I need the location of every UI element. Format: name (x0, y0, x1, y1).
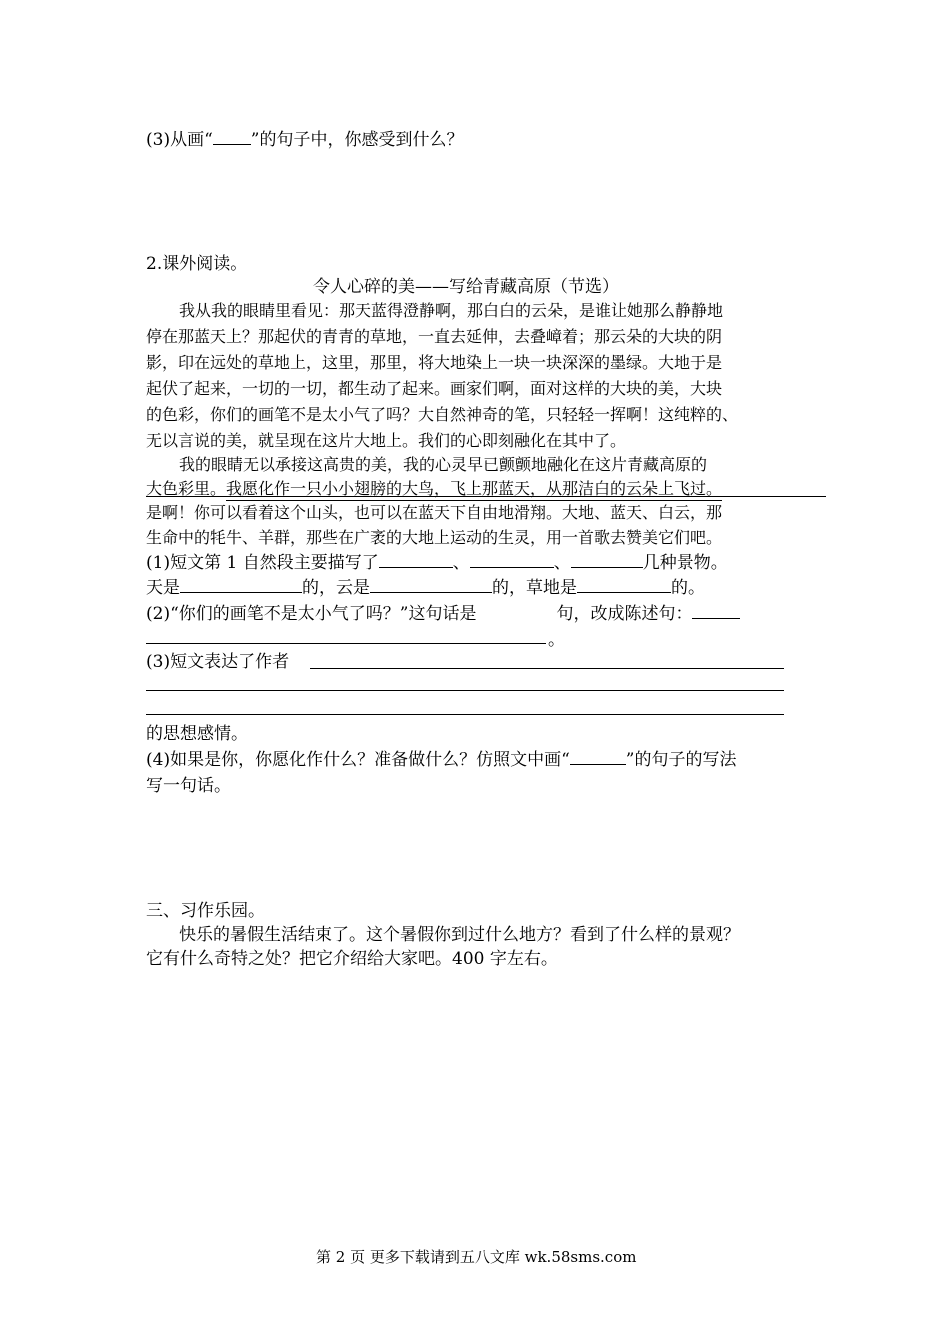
underline-rule (146, 496, 826, 497)
question-4 (146, 747, 736, 773)
answer-line[interactable] (310, 668, 784, 669)
answer-blank[interactable] (370, 578, 492, 593)
passage-title: 令人心碎的美——写给青藏高原（节选） (313, 277, 619, 297)
answer-blank[interactable] (577, 578, 671, 593)
passage-line-start: 大色彩里。 (146, 479, 227, 498)
answer-blank[interactable] (180, 578, 302, 593)
passage-line: 的色彩，你们的画笔不是太小气了吗？大自然神奇的笔，只轻轻一挥啊！这纯粹的、 (146, 405, 739, 424)
question-2-text: (2)“你们的画笔不是太小气了吗？”这句话是 (146, 604, 477, 624)
fill-end: 的。 (671, 578, 705, 598)
question-3: (3)短文表达了作者 (146, 652, 290, 672)
answer-blank[interactable] (470, 553, 554, 568)
answer-blank[interactable] (570, 750, 626, 765)
question-4-line2: 写一句话。 (146, 776, 231, 796)
cloud-label: 的，云是 (302, 578, 370, 598)
answer-blank[interactable] (213, 130, 251, 145)
question-4-text-b: ”的句子的写法 (625, 750, 737, 770)
question-3-intro (146, 127, 463, 153)
separator: 、 (553, 553, 571, 573)
question-3-intro-text-a: (3)从画“ (146, 130, 213, 150)
question-2-text-b: 句，改成陈述句： (556, 604, 693, 624)
passage-line: 无以言说的美，就呈现在这片大地上。我们的心即刻融化在其中了。 (146, 431, 627, 450)
passage-line: 是啊！你可以看着这个山头，也可以在蓝天下自由地滑翔。大地、蓝天、白云，那 (146, 503, 723, 522)
section-2-title: 2.课外阅读。 (146, 254, 248, 274)
question-3-end: 的思想感情。 (146, 724, 248, 744)
section-3-title: 三、习作乐园。 (146, 901, 265, 921)
question-1-end: 几种景物。 (642, 553, 728, 573)
passage-line (146, 476, 722, 502)
question-4-text: (4)如果是你，你愿化作什么？准备做什么？仿照文中画“ (146, 750, 570, 770)
question-2 (146, 601, 740, 627)
question-1-text: (1)短文第 1 自然段主要描写了 (146, 553, 379, 573)
answer-blank[interactable] (692, 604, 740, 619)
answer-blank[interactable] (379, 553, 453, 568)
passage-line: 停在那蓝天上？那起伏的青青的草地，一直去延伸，去叠嶂着；那云朵的大块的阴 (146, 327, 723, 346)
section-3-line: 快乐的暑假生活结束了。这个暑假你到过什么地方？看到了什么样的景观？ (179, 925, 740, 945)
answer-line[interactable] (146, 690, 784, 691)
page-footer: 第 2 页 更多下载请到五八文库 wk.58sms.com (316, 1248, 637, 1266)
question-1 (146, 550, 728, 576)
answer-line[interactable] (146, 643, 546, 644)
question-3-intro-text-b: ”的句子中，你感受到什么？ (250, 130, 464, 150)
question-1-fill (146, 575, 705, 601)
underlined-sentence: 我愿化作一只小小翅膀的大鸟，飞上那蓝天，从那洁白的云朵上飞过。 (226, 479, 722, 501)
grass-label: 的，草地是 (492, 578, 577, 598)
sky-label: 天是 (146, 578, 180, 598)
passage-line: 生命中的牦牛、羊群，那些在广袤的大地上运动的生灵，用一首歌去赞美它们吧。 (146, 528, 723, 547)
separator: 、 (452, 553, 470, 573)
section-3-line: 它有什么奇特之处？把它介绍给大家吧。400 字左右。 (146, 949, 558, 969)
passage-line: 影，印在远处的草地上，这里，那里，将大地染上一块一块深深的墨绿。大地于是 (146, 353, 723, 372)
answer-line[interactable] (146, 714, 784, 715)
passage-line: 我的眼睛无以承接这高贵的美，我的心灵早已颤颤地融化在这片青藏高原的 (179, 455, 708, 474)
passage-line: 起伏了起来，一切的一切，都生动了起来。画家们啊，面对这样的大块的美，大块 (146, 379, 723, 398)
answer-blank[interactable] (571, 553, 643, 568)
passage-line: 我从我的眼睛里看见：那天蓝得澄静啊，那白白的云朵，是谁让她那么静静地 (179, 301, 724, 320)
question-2-end: 。 (548, 630, 565, 650)
